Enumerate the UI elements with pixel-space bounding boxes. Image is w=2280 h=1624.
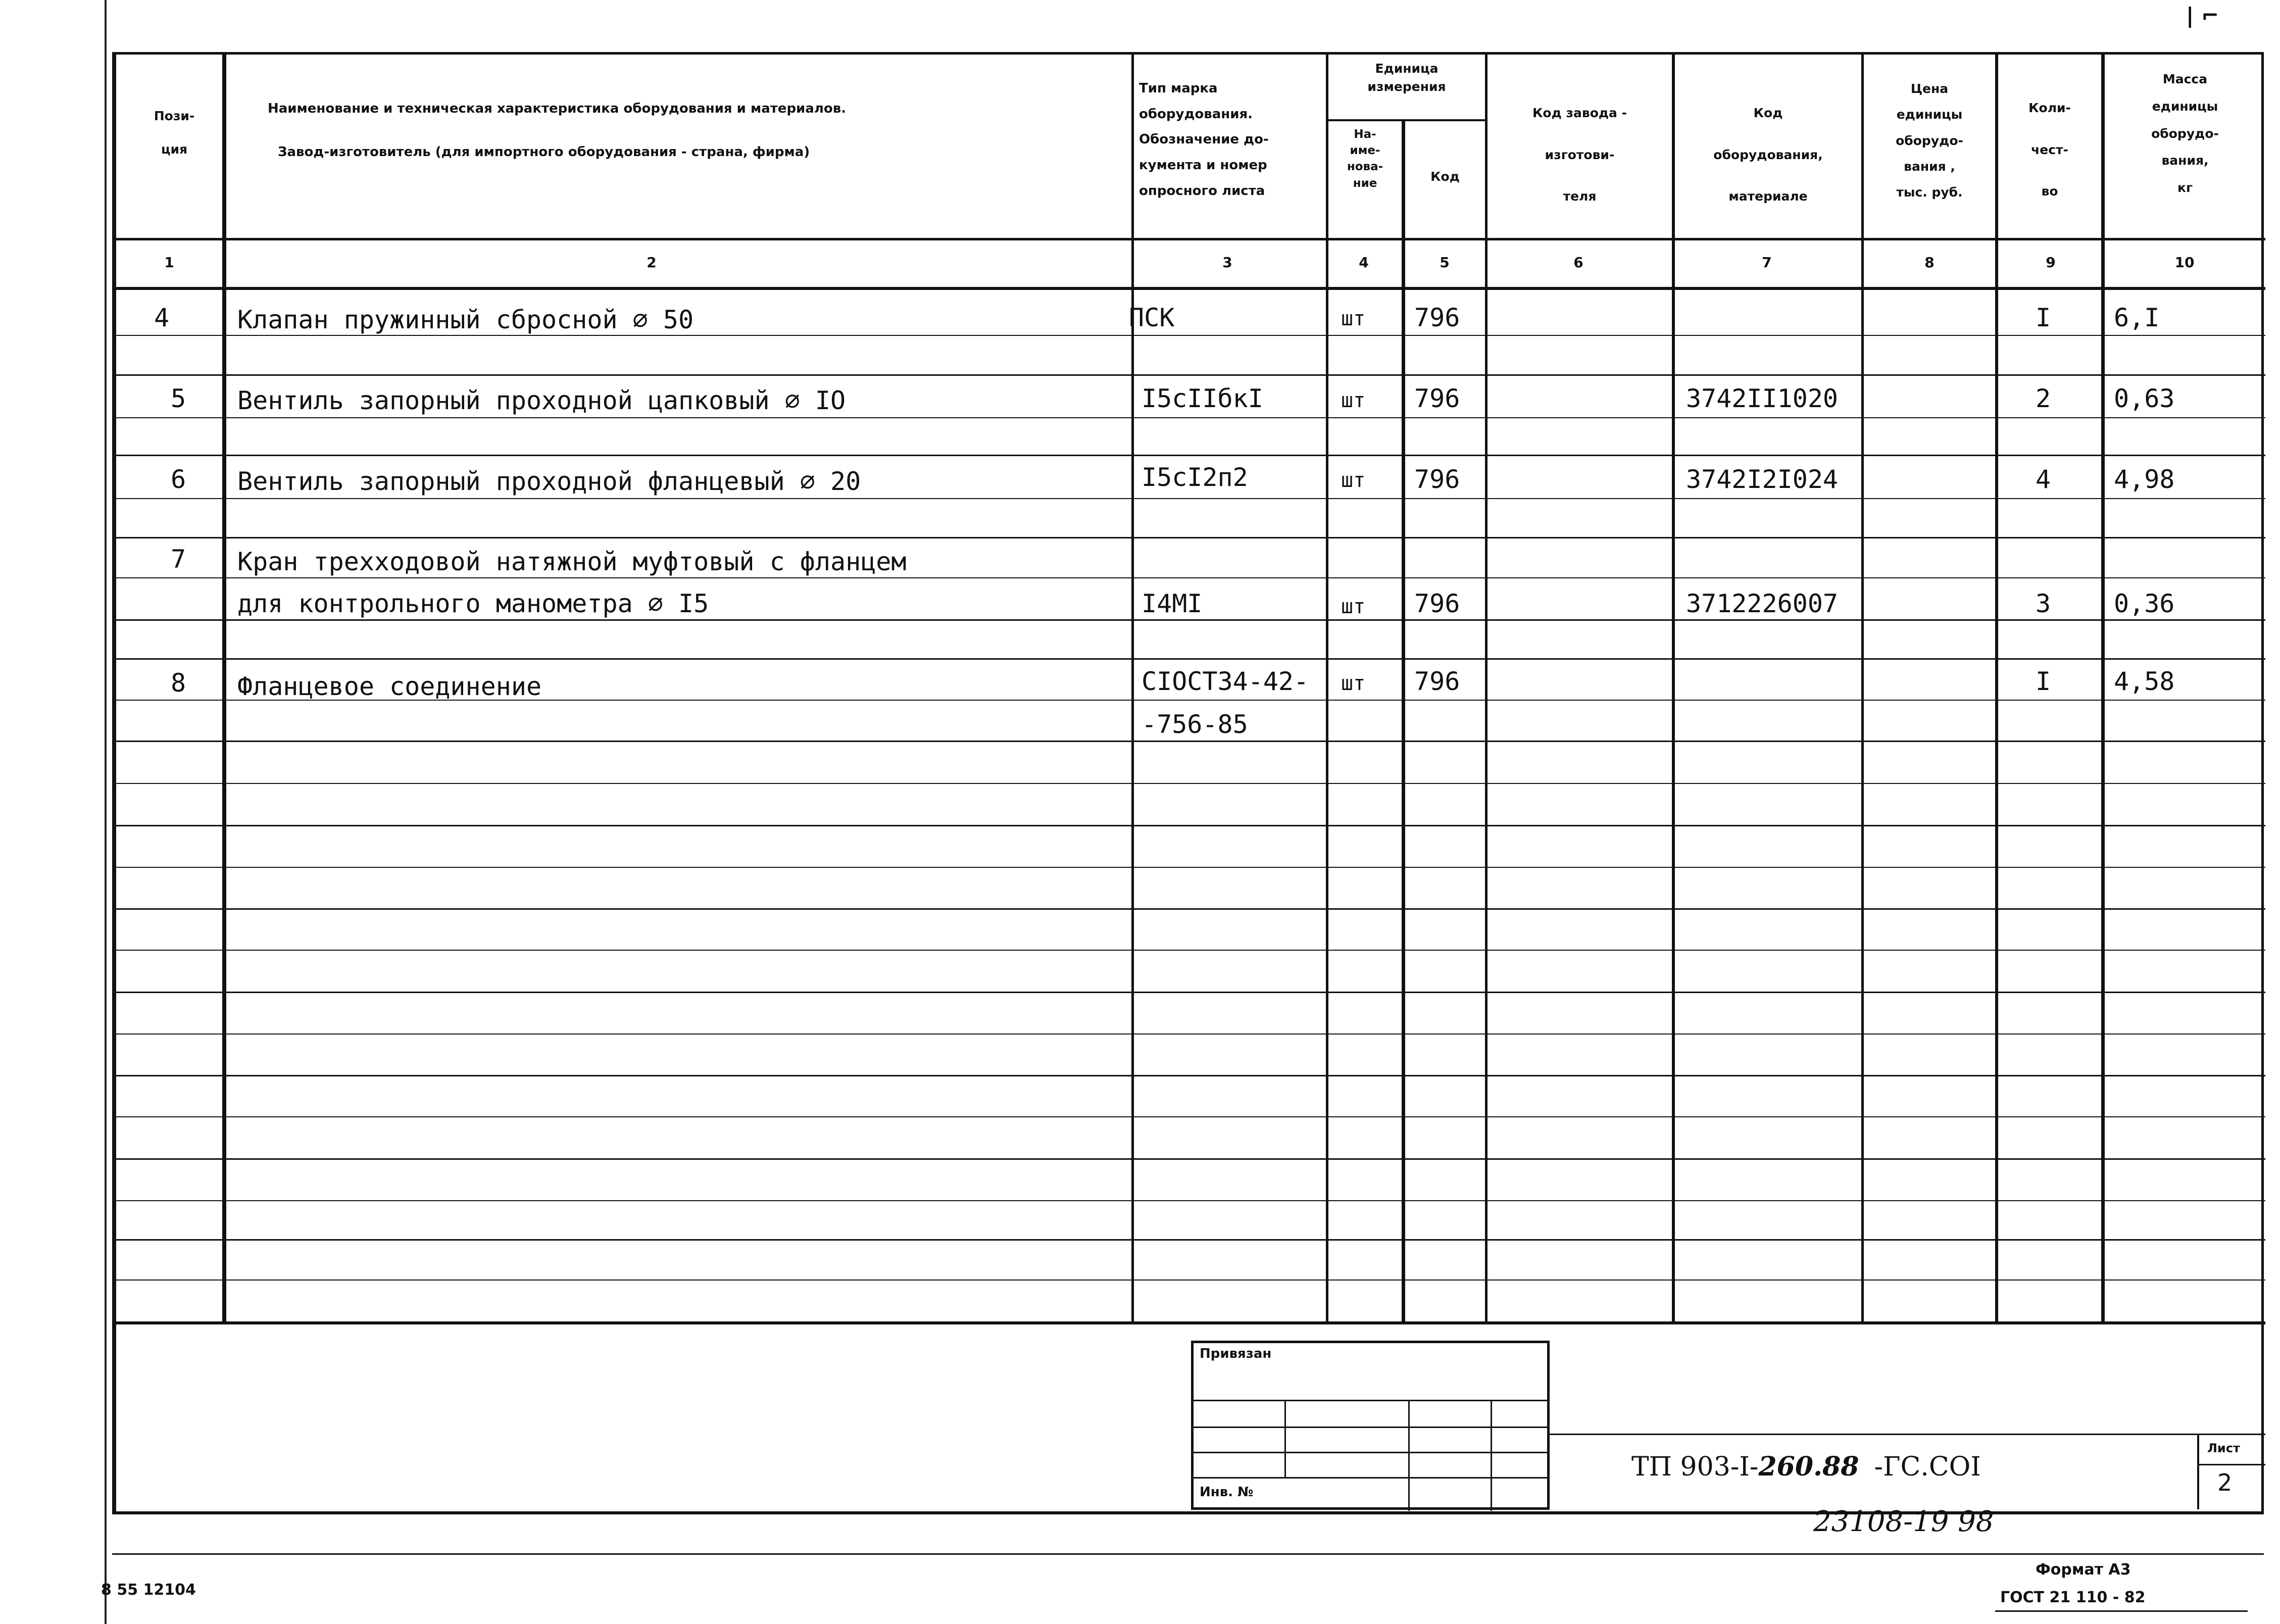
col-number-5: 5 <box>1440 254 1450 271</box>
document-designation <box>1631 1451 1981 1482</box>
row-unit: шт <box>1341 389 1366 412</box>
col-divider-3 <box>1326 55 1328 1322</box>
inventory-number-label: Инв. № <box>1200 1485 1254 1500</box>
stamp-divider <box>1491 1400 1492 1511</box>
row-line <box>116 335 2265 336</box>
col-number-3: 3 <box>1222 254 1232 271</box>
row-mass: 6,I <box>2114 303 2160 332</box>
title-block-line <box>1547 1434 2265 1435</box>
stamp-line <box>1194 1400 1547 1401</box>
binding-margin-line <box>105 0 107 1624</box>
stamp-line <box>1194 1452 1547 1453</box>
row-equipment-code: 3742II1020 <box>1686 384 1839 413</box>
row-quantity: 3 <box>2036 589 2051 618</box>
row-line <box>116 783 2265 784</box>
row-line <box>116 1075 2265 1076</box>
doc-code-suffix: -ГС.СОI <box>1874 1452 1981 1482</box>
stamp-divider <box>1408 1400 1410 1511</box>
row-line <box>116 950 2265 951</box>
header-quantity: Коли- чест- во <box>2028 101 2071 199</box>
row-quantity: 4 <box>2036 465 2051 494</box>
specification-table <box>112 52 2264 1514</box>
row-line <box>116 1200 2265 1201</box>
row-line <box>116 577 2265 578</box>
corner-mark: | ⌐ <box>2186 3 2219 28</box>
header-bottom-line <box>116 238 2265 240</box>
row-type: I5cI2п2 <box>1142 463 1248 492</box>
col-divider-7 <box>1861 55 1864 1322</box>
row-name: Вентиль запорный проходной фланцевый ∅ 20 <box>237 467 861 496</box>
header-factory-code: Код завода - изготови- теля <box>1532 106 1627 204</box>
row-type: I5cIIбкI <box>1142 384 1263 413</box>
row-name: Кран трехходовой натяжной муфтовый с фланцем <box>237 547 907 576</box>
row-line <box>116 867 2265 868</box>
table-bottom-line <box>116 1321 2265 1324</box>
header-position: Пози- ция <box>154 109 195 157</box>
archive-code: 8 55 12104 <box>101 1581 196 1599</box>
row-unit-code: 796 <box>1414 303 1460 332</box>
row-position: 4 <box>154 303 170 332</box>
row-quantity: I <box>2036 667 2051 696</box>
row-name: Клапан пружинный сбросной ∅ 50 <box>237 305 694 334</box>
row-mass: 4,98 <box>2114 465 2175 494</box>
sheet-box-divider <box>2197 1434 2199 1509</box>
col-number-9: 9 <box>2046 254 2056 271</box>
row-line <box>116 825 2265 826</box>
header-unit-name: На- име- нова- ние <box>1347 128 1383 190</box>
doc-code-handwritten: 260.88 <box>1758 1451 1859 1482</box>
doc-code-prefix: ТП 903-I- <box>1631 1452 1759 1482</box>
col-divider-9 <box>2101 55 2105 1322</box>
stamp-line <box>1194 1426 1547 1428</box>
row-name: Вентиль запорный проходной цапковый ∅ IО <box>237 386 846 415</box>
sheet-number: 2 <box>2217 1469 2233 1496</box>
col-divider-1 <box>222 55 226 1322</box>
row-quantity: I <box>2036 303 2051 332</box>
row-unit: шт <box>1341 469 1366 492</box>
binding-stamp-box <box>1191 1341 1550 1510</box>
header-unit-group: Единица измерения <box>1367 61 1446 94</box>
row-line <box>116 619 2265 621</box>
bottom-margin-line <box>112 1553 2264 1555</box>
row-unit: шт <box>1341 595 1366 618</box>
row-line <box>116 455 2265 456</box>
row-mass: 4,58 <box>2114 667 2175 696</box>
row-unit: шт <box>1341 307 1366 330</box>
row-position: 8 <box>171 668 186 698</box>
header-price: Цена единицы оборудо- вания , тыс. руб. <box>1896 81 1963 200</box>
row-unit: шт <box>1341 672 1366 695</box>
col-divider-5 <box>1485 55 1488 1322</box>
unit-group-divider <box>1326 119 1486 121</box>
row-line <box>116 658 2265 660</box>
row-equipment-code: 3742I2I024 <box>1686 465 1839 494</box>
row-line <box>116 537 2265 538</box>
col-number-7: 7 <box>1762 254 1772 271</box>
header-unit-code: Код <box>1430 169 1460 184</box>
col-number-6: 6 <box>1573 254 1583 271</box>
row-unit-code: 796 <box>1414 589 1460 618</box>
row-line <box>116 1116 2265 1117</box>
header-equipment-code: Код оборудования, материале <box>1713 106 1823 204</box>
col-number-1: 1 <box>164 254 174 271</box>
row-equipment-code: 3712226007 <box>1686 589 1839 618</box>
row-line <box>116 1034 2265 1035</box>
col-divider-8 <box>1995 55 1998 1322</box>
row-type-line2: -756-85 <box>1142 710 1248 739</box>
row-mass: 0,36 <box>2114 589 2175 618</box>
sheet-box-line <box>2197 1464 2265 1465</box>
row-type: I4МI <box>1142 589 1203 618</box>
col-number-4: 4 <box>1359 254 1369 271</box>
col-divider-4 <box>1402 119 1405 1322</box>
gost-label: ГОСТ 21 110 - 82 <box>2000 1589 2146 1606</box>
row-unit-code: 796 <box>1414 465 1460 494</box>
row-unit-code: 796 <box>1414 667 1460 696</box>
row-line <box>116 908 2265 910</box>
row-mass: 0,63 <box>2114 384 2175 413</box>
row-line <box>116 992 2265 993</box>
row-name: Фланцевое соединение <box>237 672 542 701</box>
column-number-line <box>116 287 2265 290</box>
row-type: СIОСТ34-42- <box>1142 667 1309 696</box>
row-position: 7 <box>171 545 186 574</box>
format-label: Формат А3 <box>2036 1561 2131 1579</box>
header-mass: Масса единицы оборудо- вания, кг <box>2151 72 2219 195</box>
row-line <box>116 374 2265 376</box>
row-line <box>116 1279 2265 1281</box>
row-line <box>116 1158 2265 1160</box>
sheet-label: Лист <box>2207 1441 2240 1455</box>
col-number-10: 10 <box>2174 254 2195 271</box>
row-position: 5 <box>171 384 186 413</box>
header-type: Тип марка оборудования. Обозначение до- кумента и номер опросного листа <box>1139 81 1269 199</box>
stamp-line <box>1194 1477 1547 1479</box>
row-line <box>116 417 2265 418</box>
row-line <box>116 1239 2265 1241</box>
handwritten-archive-number: 23108-19 98 <box>1813 1505 1994 1538</box>
gost-underline <box>1995 1610 2248 1612</box>
col-number-2: 2 <box>647 254 657 271</box>
row-unit-code: 796 <box>1414 384 1460 413</box>
row-type: ПСК <box>1129 303 1175 332</box>
row-line <box>116 498 2265 499</box>
col-number-8: 8 <box>1924 254 1935 271</box>
binding-label: Привязан <box>1200 1346 1272 1361</box>
col-divider-6 <box>1672 55 1675 1322</box>
row-quantity: 2 <box>2036 384 2051 413</box>
row-name-line2: для контрольного манометра ∅ I5 <box>237 589 709 618</box>
row-line <box>116 741 2265 742</box>
header-name: Наименование и техническая характеристика оборудования и материалов. Завод-изготовитель (для импортного оборудования - страна, фирма) <box>268 101 847 160</box>
col-divider-2 <box>1131 55 1134 1322</box>
stamp-divider <box>1284 1400 1286 1477</box>
row-position: 6 <box>171 465 186 494</box>
